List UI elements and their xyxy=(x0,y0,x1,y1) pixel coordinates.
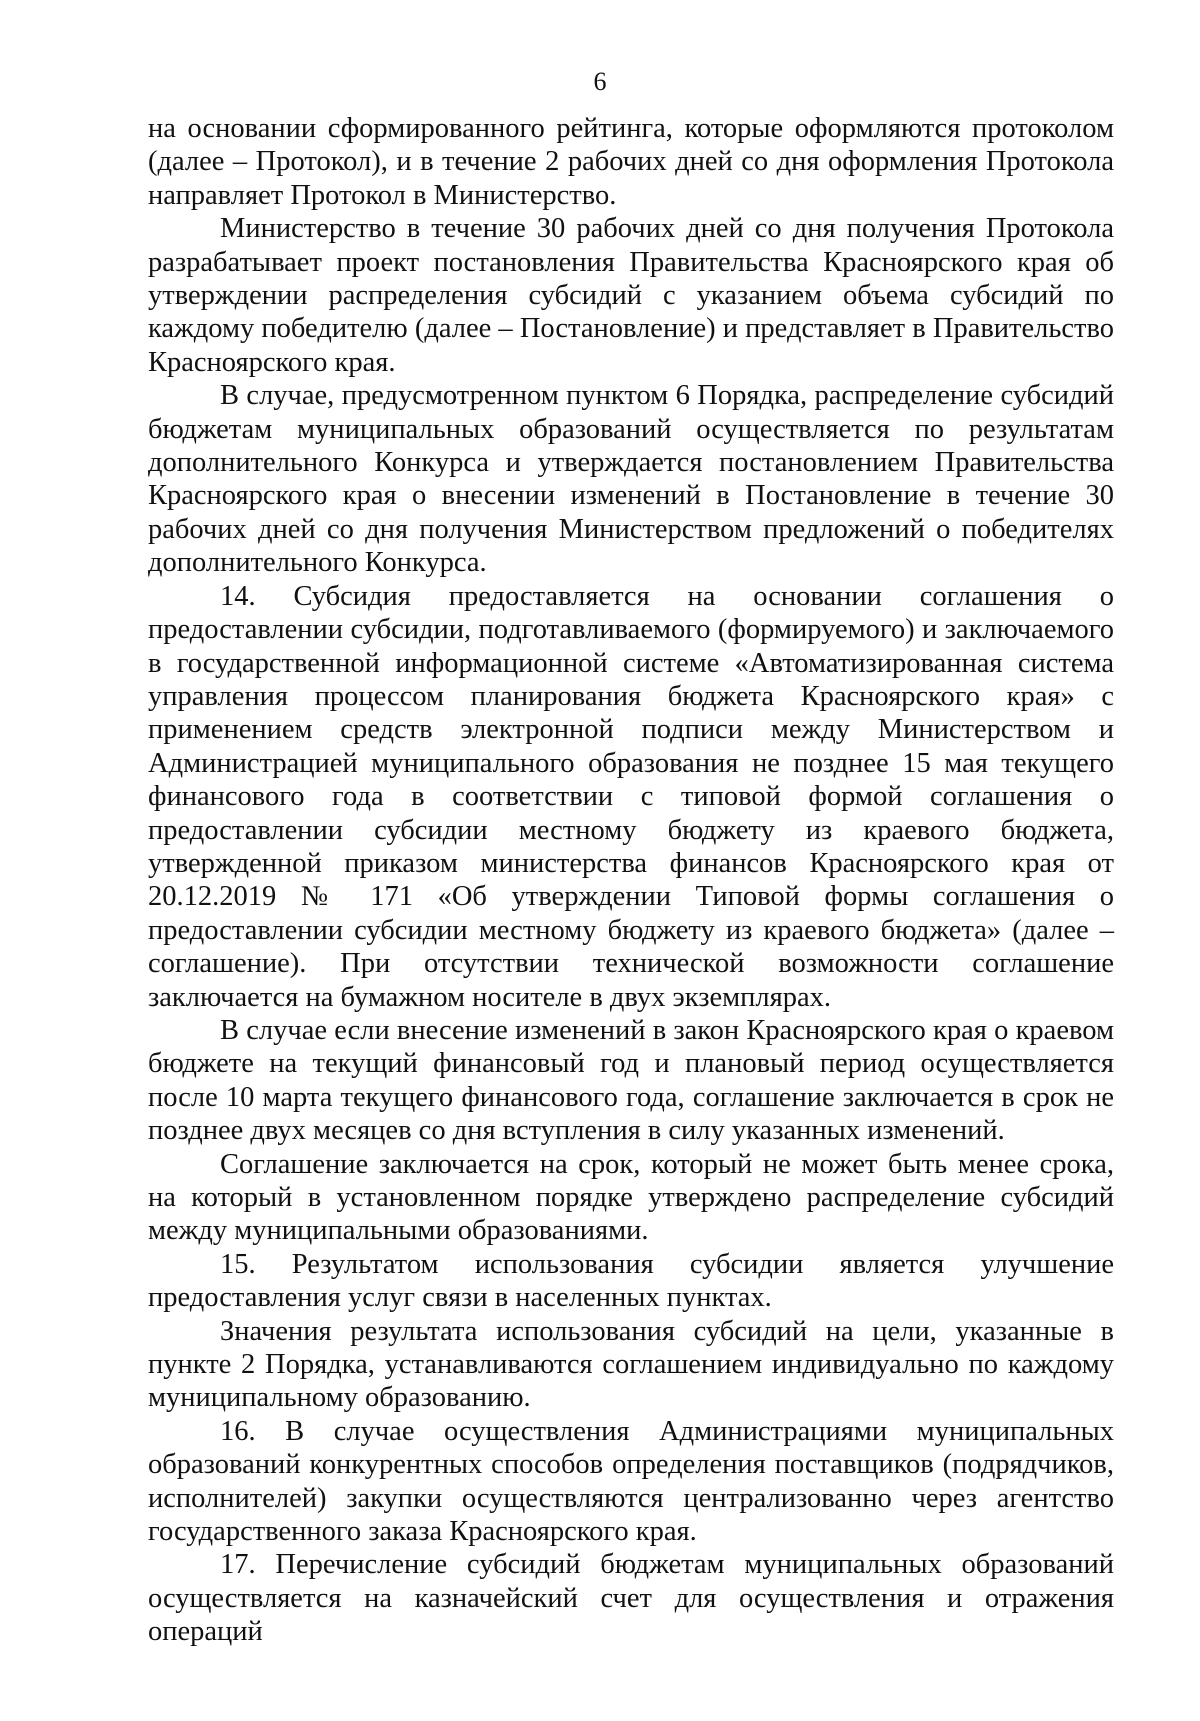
paragraph-10-item-17: 17. Перечисление субсидий бюджетам муниципальных образований осуществляется на казначейский счет для осуществления и отражения операций xyxy=(148,1549,1114,1648)
paragraph-8: Значения результата использования субсидий на цели, указанные в пункте 2 Порядка, устанавливаются соглашением индивидуально по каждому муниципальному образованию. xyxy=(148,1315,1114,1414)
paragraph-6: Соглашение заключается на срок, который не может быть менее срока, на который в установленном порядке утверждено распределение субсидий между муниципальными образованиями. xyxy=(148,1148,1114,1247)
paragraph-9-item-16: 16. В случае осуществления Администрациями муниципальных образований конкурентных способов определения поставщиков (подрядчиков, исполнителей) закупки осуществляются централизованно через агентство государственного заказа Красноярского края. xyxy=(148,1415,1114,1548)
paragraph-2: Министерство в течение 30 рабочих дней со дня получения Протокола разрабатывает проект постановления Правительства Красноярского края об утверждении распределения субсидий с указанием объема субсидий по каждому победителю (далее – Постановление) и представляет в Правительство Красноярского края. xyxy=(148,213,1114,378)
paragraph-5: В случае если внесение изменений в закон Красноярского края о краевом бюджете на текущий финансовый год и плановый период осуществляется после 10 марта текущего финансового года, соглашение заключается в срок не позднее двух месяцев со дня вступления в силу указанных изменений. xyxy=(148,1014,1114,1147)
page-number: 6 xyxy=(593,67,607,96)
paragraph-4-item-14: 14. Субсидия предоставляется на основании соглашения о предоставлении субсидии, подготавливаемого (формируемого) и заключаемого в государственной информационной системе «Автоматизированная система управления процессом планирования бюджета Красноярского края» с применением средств электронной подписи между Министерством и Администрацией муниципального образования не позднее 15 мая текущего финансового года в соответствии с типовой формой соглашения о предоставлении субсидии местному бюджету из краевого бюджета, утвержденной приказом министерства финансов Красноярского края от 20.12.2019 № 171 «Об утверждении Типовой формы соглашения о предоставлении субсидии местному бюджету из краевого бюджета» (далее – соглашение). При отсутствии технической возможности соглашение заключается на бумажном носителе в двух экземплярах. xyxy=(148,580,1114,1013)
paragraph-3: В случае, предусмотренном пунктом 6 Порядка, распределение субсидий бюджетам муниципальных образований осуществляется по результатам дополнительного Конкурса и утверждается постановлением Правительства Красноярского края о внесении изменений в Постановление в течение 30 рабочих дней со дня получения Министерством предложений о победителях дополнительного Конкурса. xyxy=(148,380,1114,579)
document-body xyxy=(148,112,1114,1649)
paragraph-1: на основании сформированного рейтинга, которые оформляются протоколом (далее – Протокол), и в течение 2 рабочих дней со дня оформления Протокола направляет Протокол в Министерство. xyxy=(148,113,1114,211)
paragraph-7-item-15: 15. Результатом использования субсидии является улучшение предоставления услуг связи в населенных пунктах. xyxy=(148,1248,1114,1314)
